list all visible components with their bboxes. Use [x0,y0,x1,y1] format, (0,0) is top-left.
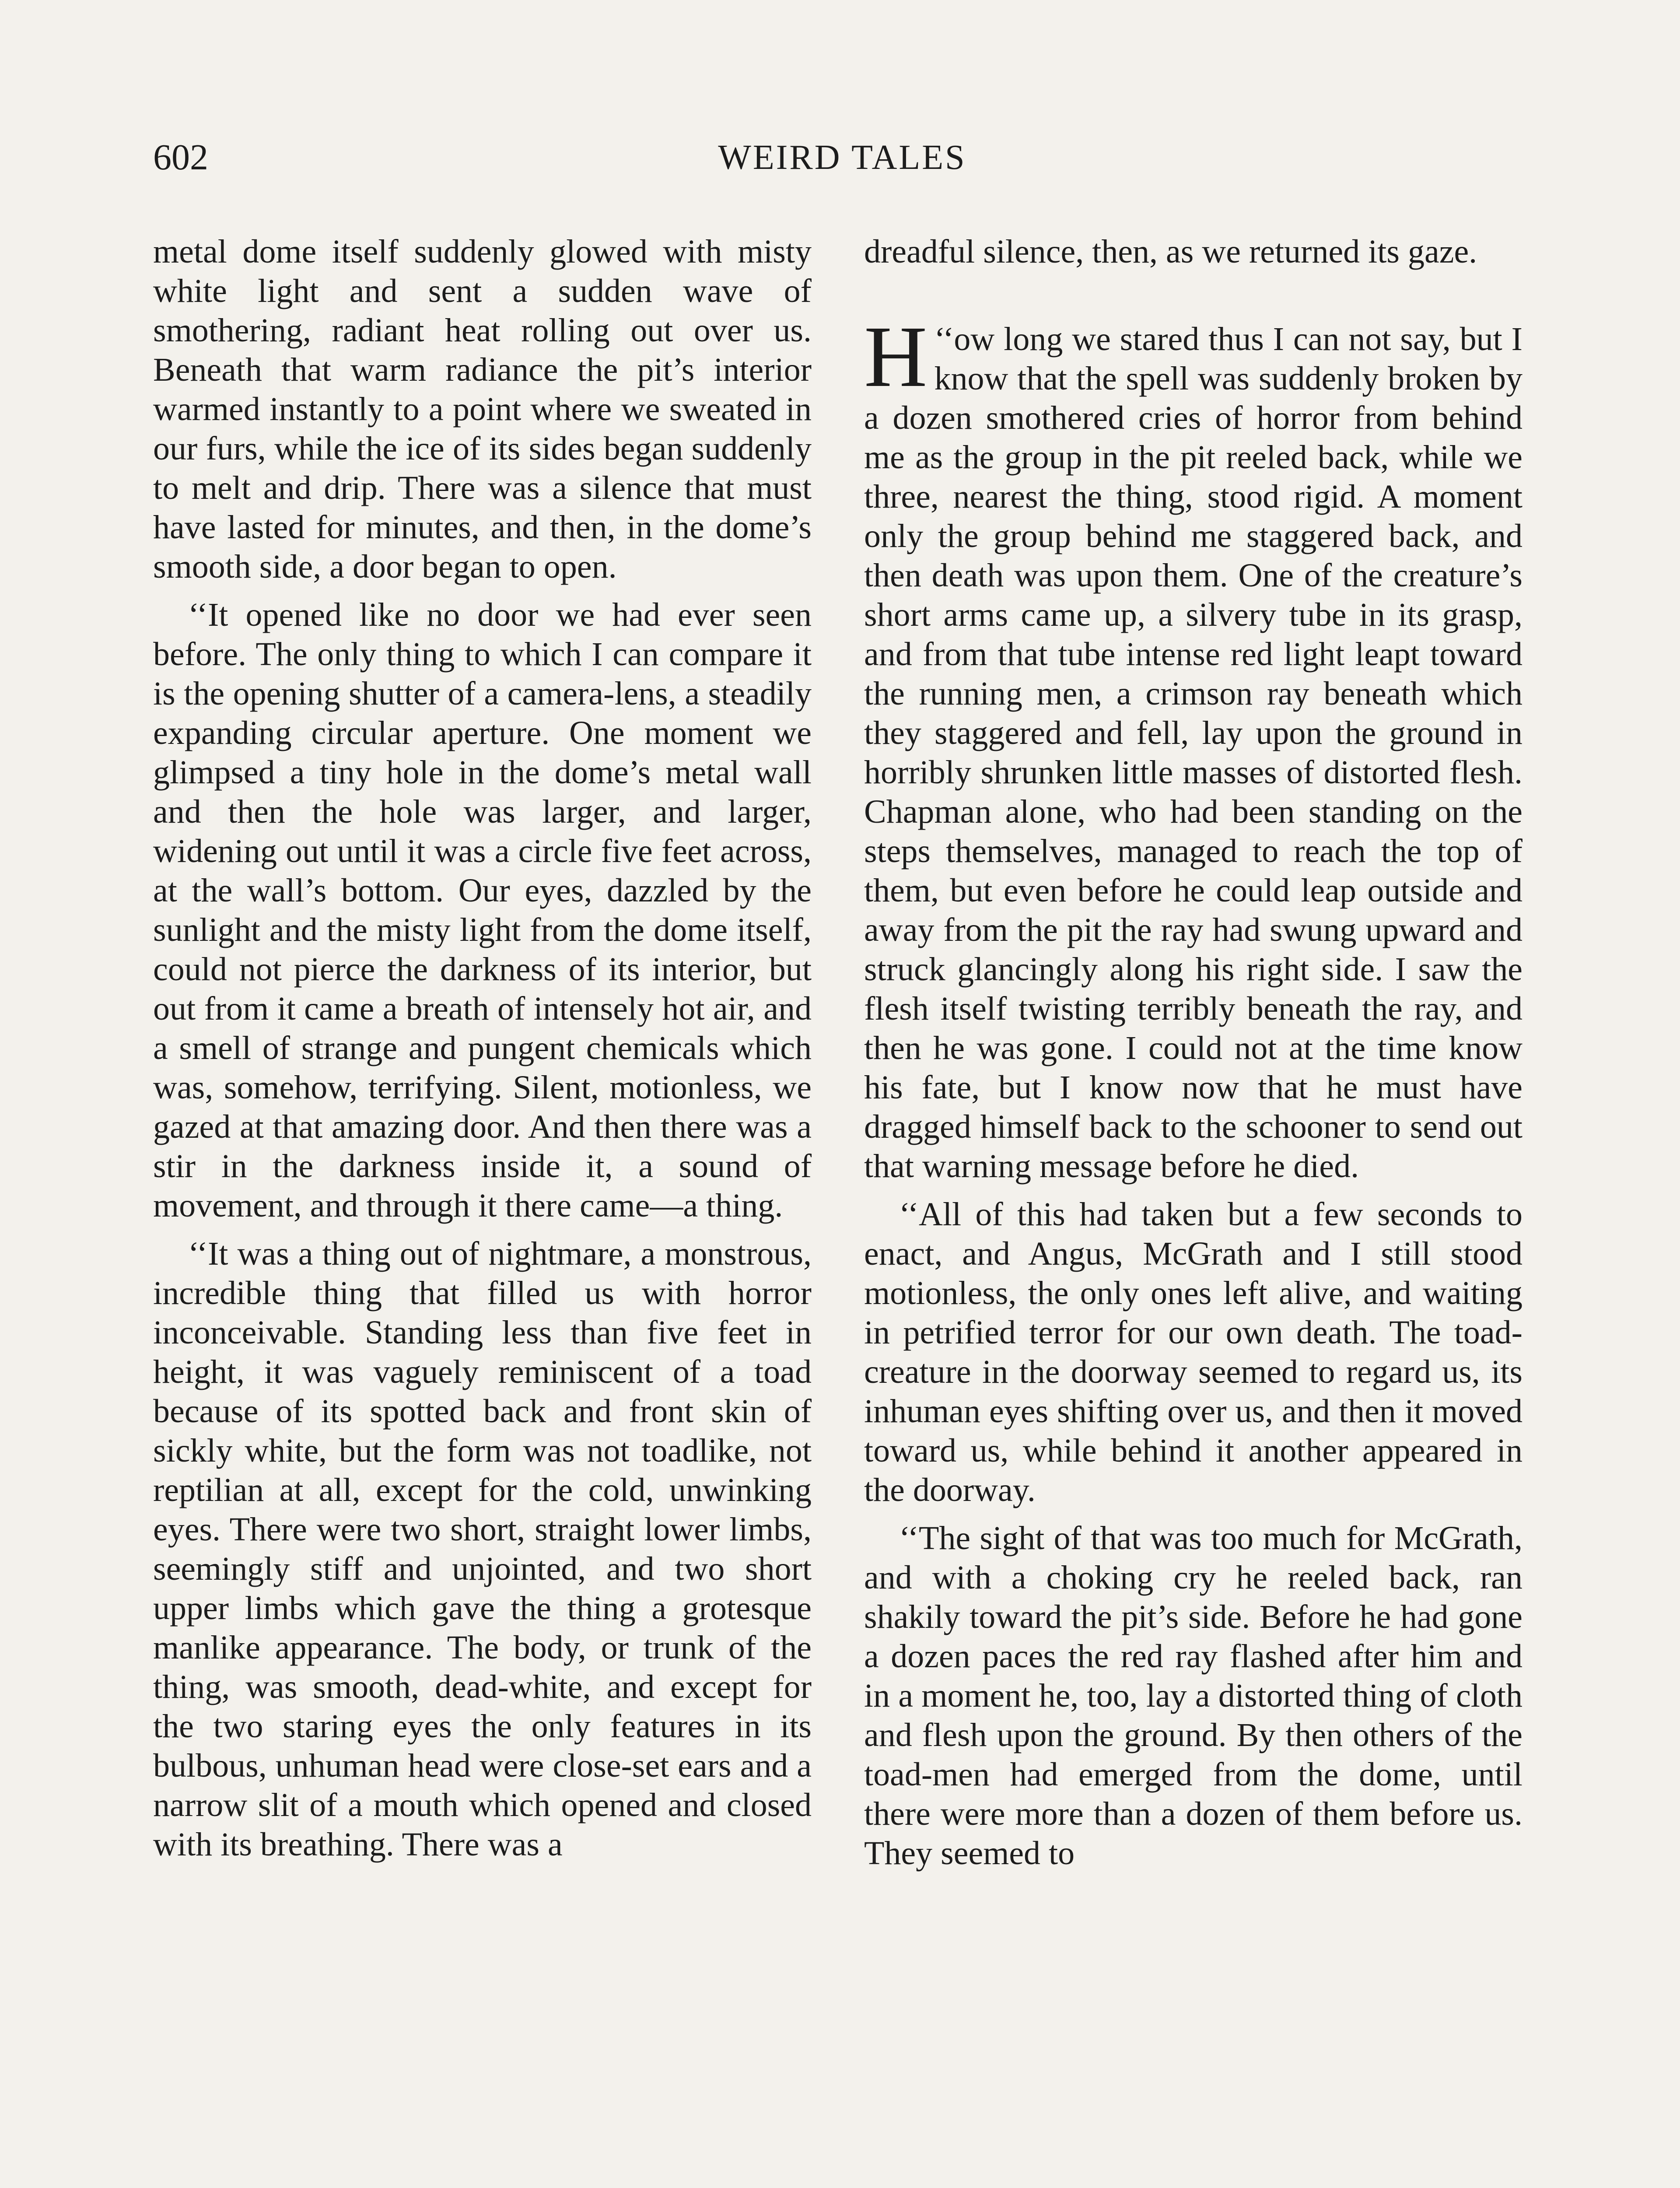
section-opening-paragraph [864,309,1522,1186]
paragraph-body: ow long we stared thus I can not say, but I know that the spell was suddenly broken by a dozen smothered cries of horror from behind me as the group in the pit reeled back, while we three, nearest the thing, stood rigid. A moment only the group behind me staggered back, and then death was upon them. One of the creature’s short arms came up, a silvery tube in its grasp, and from that tube intense red light leapt toward the running men, a crimson ray beneath which they staggered and fell, lay upon the ground in horribly shrunken little masses of distorted flesh. Chapman alone, who had been standing on the steps themselves, managed to reach the top of them, but even before he could leap outside and away from the pit the ray had swung upward and struck glancingly along his right side. I saw the flesh itself twisting terribly beneath the ray, and then he was gone. I could not at the time know his fate, but I know now that he must have dragged himself back to the schooner to send out that warning message before he died. [864,321,1522,1185]
page-number: 602 [153,137,208,178]
paragraph: ‘‘It was a thing out of nightmare, a monstrous, incredible thing that filled us with horror inconceivable. Standing less than five feet in height, it was vaguely reminiscent of a toad because of its spotted back and front skin of sickly white, but the form was not toadlike, not reptilian at all, except for the cold, unwinking eyes. There were two short, straight lower limbs, seemingly stiff and unjointed, and two short upper limbs which gave the thing a grotesque manlike appearance. The body, or trunk of the thing, was smooth, dead-white, and except for the two staring eyes the only features in its bulbous, unhuman head were close-set ears and a narrow slit of a mouth which opened and closed with its breathing. There was a [153,1235,812,1863]
left-column [153,232,812,1873]
page-header [153,133,1531,182]
paragraph: ‘‘It opened like no door we had ever seen before. The only thing to which I can compare it is the opening shutter of a camera-lens, a steadily expanding circular aperture. One moment we glimpsed a tiny hole in the dome’s metal wall and then the hole was larger, and larger, widening out until it was a circle five feet across, at the wall’s bottom. Our eyes, dazzled by the sunlight and the misty light from the dome itself, could not pierce the darkness of its interior, but out from it came a breath of intensely hot air, and a smell of strange and pungent chemicals which was, somehow, terrifying. Silent, motionless, we gazed at that amazing door. And then there was a stir in the darkness inside it, a sound of movement, and through it there came—a thing. [153,596,812,1224]
paragraph: metal dome itself suddenly glowed with misty white light and sent a sudden wave of smothering, radiant heat rolling out over us. Beneath that warm radiance the pit’s interior warmed instantly to a point where we sweated in our furs, while the ice of its sides began suddenly to melt and drip. There was a silence that must have lasted for minutes, and then, in the dome’s smooth side, a door began to open. [153,233,812,585]
drop-cap: H [864,309,928,405]
opening-quote: ‘‘ [934,321,954,358]
running-title: WEIRD TALES [718,138,966,177]
paragraph: ‘‘All of this had taken but a few seconds to enact, and Angus, McGrath and I still stood motionless, the only ones left alive, and waiting in petrified terror for our own death. The toad-creature in the doorway seemed to regard us, its inhuman eyes shifting over us, and then it moved toward us, while behind it another appeared in the doorway. [864,1196,1522,1508]
paragraph: dreadful silence, then, as we returned its gaze. [864,233,1477,270]
right-column [864,232,1522,1882]
paragraph: ‘‘The sight of that was too much for McGrath, and with a choking cry he reeled back, ran shakily toward the pit’s side. Before he had gone a dozen paces the red ray flashed after him and in a moment he, too, lay a distorted thing of cloth and flesh upon the ground. By then others of the toad-men had emerged from the dome, until there were more than a dozen of them before us. They seemed to [864,1520,1522,1872]
